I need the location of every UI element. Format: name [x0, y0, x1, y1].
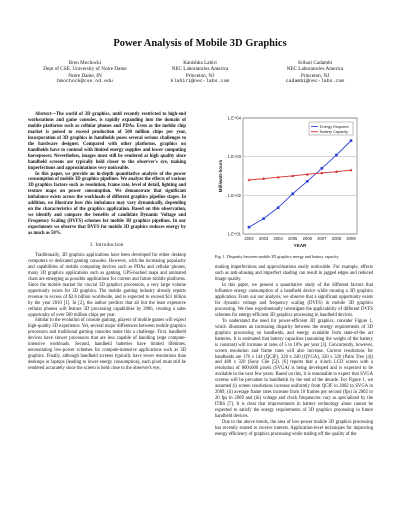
legend-label: Battery Capacity — [320, 130, 348, 135]
author-2 — [145, 60, 255, 86]
author-affiliation: NEC Laboratories America — [286, 66, 344, 73]
author-affiliation: Dept of CSE, University of Notre Dame — [43, 66, 127, 73]
right-paragraph-3: To understand the need for power-efficient 3D graphics, consider Figure 1, which illustrates an increasing disparity between the energy requirements of 3D graphics processing on handhelds, and energy available from state-of-the art batteries. It is estimated that battery capacities (assuming the weight of the battery is constant) will increase at rates of 5 to 10% per year [3]. Concurrently, however, screen resolution and frame rates will also increase. Current resolutions for handhelds are 176 x 144 (QCIF), 320 x 240 (QVGA), 320 x 320 (Palm Treo [4]) and 480 x 320 (Sony Clie [5]). [6] reports that a 4-inch LCD screen with a resolution of 800x600 pixels (SVGA) is being developed and is expected to be available in the next few years. Based on this, it is reasonable to expect that SVGA screens will be prevalent in handhelds by the end of the decade. For Figure 1, we assumed (i) screen resolutions increase uniformly from QCIF in 2002 to SVGA in 2009, (ii) average frame rates increase from 10 frames per second (fps) in 2002 to 20 fps in 2009 and (iii) voltage and clock frequencies vary as specialized by the ITRS [7]. It is clear that improvements in battery technology alone cannot be expected to satisfy the energy requirements of 3D graphics processing in future handheld devices. — [215, 318, 373, 420]
figure-caption: Fig. 1. Disparity between mobile 3D graphics energy and battery capacity. — [215, 254, 340, 259]
intro-paragraph-2: Similar to the evolution of console gaming, players of mobile games will expect high-quality 3D experience. Yet, several major differences between mobile graphics processors and traditional gaming consoles make this a challenge. First, handheld devices have slower processors that are less capable of handling large compute-intensive workloads. Second, handheld batteries have limited lifetimes, necessitating low-power schemes for compute-intensive applications such as 3D graphics. Finally, although handheld screens typically have lower resolutions than desktops or laptops (leading to lower energy consumption), each pixel must still be rendered accurately since the screen is held close to the observer's eye; — [28, 318, 186, 372]
right-column — [215, 112, 373, 438]
intro-paragraph-1: Traditionally, 3D graphics applications have been developed for either desktop computers or dedicated gaming consoles. However, with the increasing popularity and capabilities of mobile computing devices such as PDAs and cellular phones, many 3D graphics applications such as gaming, GPS-backed maps and animated chats are emerging as possible applications for current and future mobile platforms. Since the mobile market for crucial 3D graphics processors, a very large volume opportunity exists for 3D graphics. The mobile gaming industry already reports revenue in excess of $2.6 billion worldwide, and is expected to exceed $11 billion by the year 2010 [1]. In [2], the author predicts that all but the least expensive cellular phones will feature 3D processing capabilities by 2006, creating a sales opportunity of over 500 million chips per year. — [28, 252, 186, 318]
data-point — [335, 154, 338, 157]
abstract-label: Abstract— — [35, 112, 56, 117]
author-name: Srihari Cadambi — [297, 60, 333, 66]
x-axis-label: YEAR — [293, 243, 307, 248]
x-tick-label: 2009 — [346, 236, 356, 241]
right-paragraph-1: making imperfections and approximations easily noticeable. For example, effects such as anti-aliasing and imperfect shading can result in jagged edges and reduced image quality. — [215, 265, 373, 283]
author-email: cadambi@nec-labs.com — [285, 79, 345, 85]
section-heading-introduction: I. Introduction — [90, 243, 124, 249]
x-tick-label: 2006 — [302, 236, 312, 241]
data-point — [306, 180, 309, 183]
x-tick-label: 2005 — [288, 236, 298, 241]
y-tick-label: 1.E+03 — [227, 154, 241, 160]
author-email: klahiri@nec-labs.com — [170, 79, 230, 85]
paper-title: Power Analysis of Mobile 3D Graphics — [113, 38, 287, 49]
y-tick-label: 1.E+04 — [227, 115, 241, 121]
right-paragraph-4: Due to the above trends, the area of low-power mobile 3D graphics processing has recently started to receive interest. Application-level techniques for improving energy efficiency of graphics processing while trading off the quality of the — [215, 419, 373, 437]
author-3 — [260, 60, 370, 86]
author-1 — [30, 60, 140, 86]
author-name: Kanishka Lahiri — [183, 60, 217, 66]
plot-frame — [243, 118, 357, 234]
abstract-paragraph-2: In this paper, we provide an in-depth quantitative analysis of the power consumption of mobile 3D graphics pipelines. We analyze the effects of various 3D graphics factors such as resolution, frame rate, level of detail, lighting and texture maps on power consumption. We demonstrate that significant imbalance exists across the workloads of different graphics pipeline stages. In addition, we illustrate how this imbalance may vary dynamically, depending on the characteristics of the graphics application. Based on this observation, we identify and compare the benefits of candidate Dynamic Voltage and Frequency Scaling (DVFS) schemes for mobile 3D graphics pipelines. In our experiments we observe that DVFS for mobile 3D graphics reduces energy by as much as 50%. — [28, 171, 186, 237]
author-location: Notre Dame, IN — [68, 72, 102, 79]
data-point — [277, 206, 280, 209]
y-tick-label: 1.E+02 — [227, 192, 241, 198]
author-location: Princeton, NJ — [300, 72, 330, 79]
legend-label: Energy Required — [320, 124, 349, 129]
x-tick-label: 2004 — [273, 236, 283, 241]
figure-1 — [215, 112, 373, 252]
data-point — [321, 167, 324, 170]
abstract-text: The world of 3D graphics, until recently restricted to high-end workstations and game consoles, is rapidly expanding into the domain of mobile platforms such as cellular phones and PDAs. Even as the mobile chip market is poised to exceed production of 500 million chips per year, incorporation of 3D graphics in handhelds poses several serious challenges to the hardware designer. Compared with other platforms, graphics on handhelds have to contend with limited energy supplies and lower computing horsepower. Nevertheless, images must still be rendered at high quality since handheld screens are typically held closer to the observer's eye, making imperfections and approximations very noticeable. — [28, 112, 186, 171]
x-tick-label: 2007 — [317, 236, 327, 241]
right-paragraph-2: In this paper, we present a quantitative study of the different factors that influence energy consumption of a handheld device while running a 3D graphics application. From our our analysis, we observe that a significant opportunity exists for dynamic voltage and frequency scaling (DVFS) in mobile 3D graphics processing. We then experimentally investigate the applicability of different DVFS schemes for energy-efficient 3D graphics processing in handheld devices. — [215, 283, 373, 318]
data-point — [262, 217, 265, 220]
author-location: Princeton, NJ — [185, 72, 215, 79]
author-name: Bren Mochocki — [68, 60, 102, 66]
data-point — [248, 226, 251, 229]
author-affiliation: NEC Laboratories America — [171, 66, 229, 73]
x-tick-label: 2002 — [244, 236, 254, 241]
left-column — [28, 112, 186, 372]
x-tick-label: 2003 — [258, 236, 269, 241]
y-tick-label: 1.E+01 — [227, 231, 241, 237]
series-line-0 — [249, 141, 351, 228]
energy-chart — [215, 112, 373, 252]
y-axis-label: Milliwatt-hours — [218, 159, 223, 193]
author-block — [30, 60, 370, 86]
abstract — [28, 112, 186, 172]
data-point — [291, 192, 294, 195]
data-point — [350, 139, 353, 142]
author-email: bmochock@cse.nd.edu — [57, 79, 113, 85]
x-tick-label: 2008 — [331, 236, 342, 241]
